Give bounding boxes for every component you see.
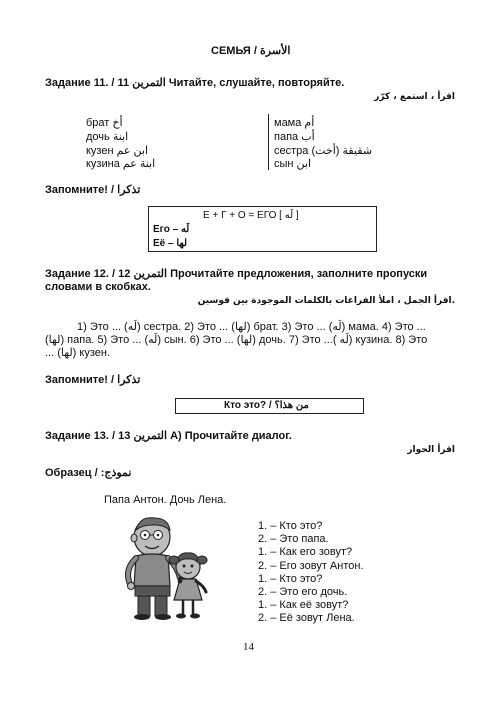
- dialog-line: 2. – Это его дочь.: [258, 586, 348, 599]
- father-daughter-illustration: [118, 512, 228, 622]
- grammar-box: [148, 206, 377, 252]
- dialog: [258, 520, 364, 626]
- sample-label: Образец / :نموذج: [45, 467, 132, 479]
- question-box-text: Кто это? / من هذا؟: [224, 400, 309, 411]
- task-12-heading-cont: словами в скобках.: [45, 281, 151, 293]
- sample-caption: Папа Антон. Дочь Лена.: [104, 494, 227, 506]
- father-figure: [128, 518, 181, 620]
- vocab-word: кузина ابنة عم: [86, 158, 156, 170]
- page-title: СЕМЬЯ / الأسرة: [211, 45, 291, 57]
- task-13-heading: Задание 13. / 13 التمرين А) Прочитайте диалог.: [45, 430, 292, 442]
- exercise-sentences: ... (لها) кузен.: [45, 347, 110, 359]
- task-12-instruction-ar: اقرأ الجمل ، املأ الفراغات بالكلمات الموجودة بين قوسين.: [197, 296, 455, 306]
- exercise-sentences: (لها) папа. 5) Это ... (لَه) сын. 6) Это ... (لها) дочь. 7) Это ...( لَه) кузина. 8) Это: [45, 334, 428, 346]
- exercise-sentences: 1) Это ... (لَه) сестра. 2) Это ... (لها) брат. 3) Это ... (لَه) мама. 4) Это ...: [77, 321, 426, 333]
- vocab-word: сестра شقيقة (أخت): [274, 145, 373, 157]
- remember-label: Запомните! / تذكرا: [45, 374, 141, 386]
- daughter-figure: [169, 553, 207, 619]
- task-12-heading: Задание 12. / 12 التمرين Прочитайте предложения, заполните пропуски: [45, 268, 428, 280]
- dialog-line: 1. – Кто это?: [258, 572, 323, 585]
- dialog-line: 2. – Её зовут Лена.: [258, 612, 355, 625]
- dialog-line: 1. – Как его зовут?: [258, 546, 353, 559]
- task-11-instruction-ar: اقرأ ، استمع ، كرّر: [374, 92, 455, 102]
- vocab-word: дочь ابنة: [86, 131, 129, 143]
- page-number: 14: [243, 641, 254, 653]
- vocab-word: кузен ابن عم: [86, 145, 149, 157]
- vocab-divider: [268, 114, 269, 170]
- dialog-line: 2. – Это папа.: [258, 533, 329, 546]
- dialog-line: 2. – Его зовут Антон.: [258, 559, 364, 572]
- vocab-word: мама أم: [274, 117, 315, 129]
- task-13-instruction-ar: اقرأ الحوار: [407, 445, 455, 455]
- dialog-line: 1. – Кто это?: [258, 520, 323, 532]
- task-11-heading: Задание 11. / 11 التمرين Читайте, слушайте, повторяйте.: [45, 77, 345, 89]
- vocab-word: папа أب: [274, 131, 315, 143]
- vocab-word: брат أخ: [86, 117, 123, 129]
- question-box: [175, 398, 364, 414]
- grammar-formula: Е + Г + О = ЕГО [ لَه ]: [203, 210, 299, 221]
- remember-label: Запомните! / تذكرا: [45, 184, 141, 196]
- grammar-line: Его – لَه: [153, 224, 190, 235]
- vocab-word: сын ابن: [274, 158, 312, 170]
- grammar-line: Её – لها: [153, 238, 188, 249]
- dialog-line: 1. – Как её зовут?: [258, 599, 349, 612]
